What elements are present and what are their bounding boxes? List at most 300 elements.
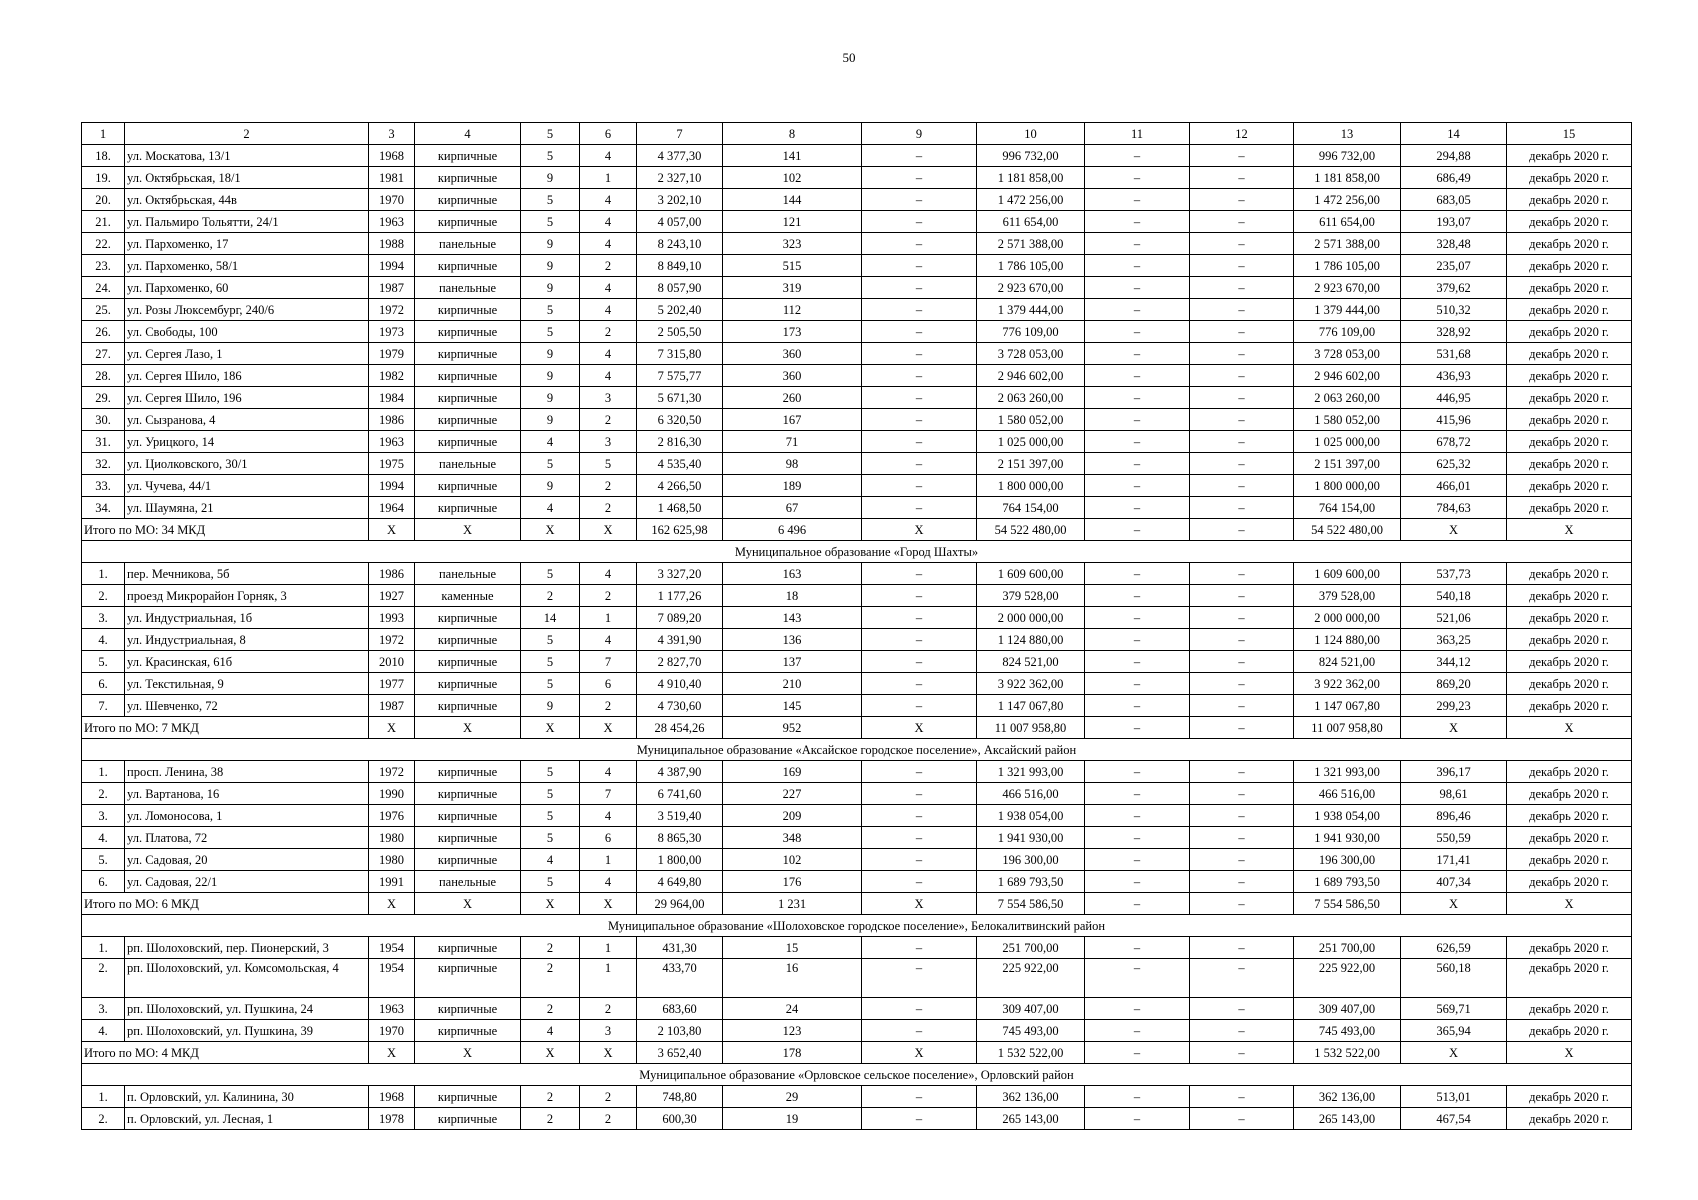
table-cell: – <box>862 475 977 497</box>
table-cell: кирпичные <box>415 827 521 849</box>
table-cell: – <box>1190 1086 1294 1108</box>
table-cell: 4 <box>580 563 637 585</box>
table-cell: – <box>1085 233 1190 255</box>
table-cell: 4. <box>82 827 125 849</box>
total-cell: X <box>415 519 521 541</box>
table-cell: – <box>1190 475 1294 497</box>
address-cell: п. Орловский, ул. Лесная, 1 <box>125 1108 369 1130</box>
table-cell: 550,59 <box>1401 827 1507 849</box>
table-cell: 1 379 444,00 <box>977 299 1085 321</box>
table-row <box>82 695 1632 717</box>
table-cell: 2 151 397,00 <box>977 453 1085 475</box>
table-cell: кирпичные <box>415 409 521 431</box>
total-cell: – <box>1190 893 1294 915</box>
total-cell: – <box>1085 1042 1190 1064</box>
table-cell: – <box>862 563 977 585</box>
table-cell: 2 <box>580 998 637 1020</box>
table-cell: 824 521,00 <box>977 651 1085 673</box>
table-cell: 210 <box>723 673 862 695</box>
table-cell: 2 <box>580 255 637 277</box>
table-cell: 5 202,40 <box>637 299 723 321</box>
table-cell: 121 <box>723 211 862 233</box>
table-cell: 2 <box>521 959 580 998</box>
table-cell: 143 <box>723 607 862 629</box>
table-cell: декабрь 2020 г. <box>1507 365 1632 387</box>
table-cell: 2 <box>580 695 637 717</box>
table-cell: – <box>1190 871 1294 893</box>
table-cell: 5 <box>521 299 580 321</box>
address-cell: ул. Садовая, 22/1 <box>125 871 369 893</box>
table-row <box>82 453 1632 475</box>
table-cell: 235,07 <box>1401 255 1507 277</box>
table-cell: 1 <box>580 849 637 871</box>
table-cell: 611 654,00 <box>1294 211 1401 233</box>
table-cell: 4 <box>580 871 637 893</box>
total-cell: X <box>521 717 580 739</box>
total-cell: 11 007 958,80 <box>1294 717 1401 739</box>
table-row <box>82 299 1632 321</box>
table-cell: – <box>1085 321 1190 343</box>
table-cell: кирпичные <box>415 145 521 167</box>
column-number-cell: 6 <box>580 123 637 145</box>
table-cell: 145 <box>723 695 862 717</box>
table-cell: – <box>1085 673 1190 695</box>
table-cell: 2 923 670,00 <box>977 277 1085 299</box>
total-cell: X <box>1507 519 1632 541</box>
table-cell: 4 <box>580 233 637 255</box>
column-number-cell: 15 <box>1507 123 1632 145</box>
total-cell: – <box>1190 1042 1294 1064</box>
table-cell: 8 057,90 <box>637 277 723 299</box>
column-number-cell: 2 <box>125 123 369 145</box>
table-cell: 176 <box>723 871 862 893</box>
address-cell: ул. Садовая, 20 <box>125 849 369 871</box>
address-cell: ул. Шаумяна, 21 <box>125 497 369 519</box>
table-cell: – <box>862 761 977 783</box>
table-cell: – <box>1190 849 1294 871</box>
total-cell: X <box>1507 893 1632 915</box>
table-row <box>82 998 1632 1020</box>
table-cell: 1 938 054,00 <box>1294 805 1401 827</box>
total-cell: X <box>580 717 637 739</box>
table-cell: 1993 <box>369 607 415 629</box>
table-cell: – <box>862 607 977 629</box>
table-cell: 537,73 <box>1401 563 1507 585</box>
table-cell: 1927 <box>369 585 415 607</box>
address-cell: ул. Шевченко, 72 <box>125 695 369 717</box>
table-cell: 4 <box>580 277 637 299</box>
table-cell: – <box>1085 761 1190 783</box>
table-cell: 6 <box>580 827 637 849</box>
total-cell: 54 522 480,00 <box>977 519 1085 541</box>
total-cell: X <box>521 1042 580 1064</box>
table-cell: – <box>1085 937 1190 959</box>
address-cell: ул. Урицкого, 14 <box>125 431 369 453</box>
table-cell: 1975 <box>369 453 415 475</box>
table-cell: кирпичные <box>415 761 521 783</box>
table-cell: 5 <box>521 805 580 827</box>
table-cell: декабрь 2020 г. <box>1507 145 1632 167</box>
address-cell: ул. Платова, 72 <box>125 827 369 849</box>
total-row <box>82 519 1632 541</box>
table-cell: – <box>1190 189 1294 211</box>
address-cell: ул. Вартанова, 16 <box>125 783 369 805</box>
total-label-cell: Итого по МО: 34 МКД <box>82 519 369 541</box>
table-cell: кирпичные <box>415 343 521 365</box>
table-cell: 251 700,00 <box>1294 937 1401 959</box>
address-cell: ул. Сергея Шило, 186 <box>125 365 369 387</box>
total-cell: 162 625,98 <box>637 519 723 541</box>
table-cell: – <box>862 145 977 167</box>
table-cell: 748,80 <box>637 1086 723 1108</box>
table-cell: каменные <box>415 585 521 607</box>
table-cell: 379,62 <box>1401 277 1507 299</box>
table-cell: – <box>862 497 977 519</box>
table-cell: 137 <box>723 651 862 673</box>
total-cell: X <box>862 519 977 541</box>
table-cell: 265 143,00 <box>1294 1108 1401 1130</box>
table-row <box>82 783 1632 805</box>
table-cell: 1982 <box>369 365 415 387</box>
table-cell: 5 <box>521 563 580 585</box>
table-cell: 1980 <box>369 827 415 849</box>
table-cell: – <box>1190 937 1294 959</box>
table-cell: 319 <box>723 277 862 299</box>
table-cell: декабрь 2020 г. <box>1507 497 1632 519</box>
address-cell: ул. Ломоносова, 1 <box>125 805 369 827</box>
table-cell: 21. <box>82 211 125 233</box>
table-cell: – <box>1085 145 1190 167</box>
table-cell: 415,96 <box>1401 409 1507 431</box>
table-cell: – <box>1085 387 1190 409</box>
table-cell: 4 <box>580 365 637 387</box>
table-cell: – <box>1190 805 1294 827</box>
table-cell: панельные <box>415 233 521 255</box>
table-cell: 1 147 067,80 <box>1294 695 1401 717</box>
table-cell: 1 938 054,00 <box>977 805 1085 827</box>
table-cell: 9 <box>521 409 580 431</box>
table-cell: 173 <box>723 321 862 343</box>
table-cell: 360 <box>723 343 862 365</box>
table-cell: 362 136,00 <box>1294 1086 1401 1108</box>
table-cell: 626,59 <box>1401 937 1507 959</box>
total-cell: X <box>580 893 637 915</box>
table-row <box>82 849 1632 871</box>
table-cell: 112 <box>723 299 862 321</box>
table-cell: 171,41 <box>1401 849 1507 871</box>
table-cell: 1 177,26 <box>637 585 723 607</box>
table-cell: – <box>1085 475 1190 497</box>
table-cell: 5 671,30 <box>637 387 723 409</box>
table-cell: 1954 <box>369 959 415 998</box>
table-row <box>82 277 1632 299</box>
table-cell: 1979 <box>369 343 415 365</box>
table-cell: 2 <box>580 409 637 431</box>
table-cell: 5. <box>82 849 125 871</box>
address-cell: п. Орловский, ул. Калинина, 30 <box>125 1086 369 1108</box>
table-cell: 5 <box>521 629 580 651</box>
table-cell: – <box>1190 453 1294 475</box>
table-cell: кирпичные <box>415 475 521 497</box>
table-cell: 144 <box>723 189 862 211</box>
column-number-cell: 13 <box>1294 123 1401 145</box>
table-cell: 764 154,00 <box>977 497 1085 519</box>
table-row <box>82 563 1632 585</box>
table-cell: кирпичные <box>415 673 521 695</box>
table-cell: 1986 <box>369 409 415 431</box>
table-cell: 2 063 260,00 <box>977 387 1085 409</box>
table-cell: – <box>1190 409 1294 431</box>
table-cell: декабрь 2020 г. <box>1507 629 1632 651</box>
table-cell: 14 <box>521 607 580 629</box>
table-cell: 560,18 <box>1401 959 1507 998</box>
table-cell: декабрь 2020 г. <box>1507 651 1632 673</box>
address-cell: ул. Сызранова, 4 <box>125 409 369 431</box>
table-cell: – <box>1190 343 1294 365</box>
total-cell: 7 554 586,50 <box>977 893 1085 915</box>
table-cell: 4 <box>580 145 637 167</box>
table-cell: – <box>862 695 977 717</box>
table-cell: 1 <box>580 937 637 959</box>
table-cell: 163 <box>723 563 862 585</box>
table-cell: 1988 <box>369 233 415 255</box>
table-cell: – <box>1085 871 1190 893</box>
table-cell: 436,93 <box>1401 365 1507 387</box>
total-cell: 6 496 <box>723 519 862 541</box>
table-cell: 1976 <box>369 805 415 827</box>
table-cell: – <box>1190 1108 1294 1130</box>
table-cell: декабрь 2020 г. <box>1507 673 1632 695</box>
address-cell: ул. Пальмиро Тольятти, 24/1 <box>125 211 369 233</box>
section-header-row <box>82 739 1632 761</box>
address-cell: рп. Шолоховский, ул. Пушкина, 39 <box>125 1020 369 1042</box>
table-cell: 1 181 858,00 <box>977 167 1085 189</box>
data-table <box>81 122 1632 1130</box>
table-cell: кирпичные <box>415 607 521 629</box>
table-cell: 531,68 <box>1401 343 1507 365</box>
table-cell: 4 <box>521 849 580 871</box>
table-cell: 1 <box>580 959 637 998</box>
table-cell: декабрь 2020 г. <box>1507 409 1632 431</box>
table-row <box>82 673 1632 695</box>
table-cell: 784,63 <box>1401 497 1507 519</box>
table-cell: 2 923 670,00 <box>1294 277 1401 299</box>
table-cell: – <box>1190 673 1294 695</box>
table-cell: – <box>1190 783 1294 805</box>
table-cell: 1981 <box>369 167 415 189</box>
table-cell: 1987 <box>369 695 415 717</box>
table-cell: 1963 <box>369 998 415 1020</box>
table-cell: 4 <box>580 299 637 321</box>
table-cell: – <box>1190 211 1294 233</box>
address-cell: проезд Микрорайон Горняк, 3 <box>125 585 369 607</box>
table-row <box>82 365 1632 387</box>
table-cell: – <box>1085 629 1190 651</box>
total-cell: 1 532 522,00 <box>1294 1042 1401 1064</box>
table-cell: 4. <box>82 1020 125 1042</box>
table-cell: – <box>1085 189 1190 211</box>
table-cell: – <box>1085 849 1190 871</box>
address-cell: ул. Пархоменко, 17 <box>125 233 369 255</box>
total-cell: 7 554 586,50 <box>1294 893 1401 915</box>
table-cell: 3 <box>580 431 637 453</box>
table-cell: 6 741,60 <box>637 783 723 805</box>
table-cell: 1 941 930,00 <box>977 827 1085 849</box>
table-cell: – <box>862 827 977 849</box>
table-cell: 2 571 388,00 <box>1294 233 1401 255</box>
table-cell: 1 689 793,50 <box>977 871 1085 893</box>
table-cell: 5 <box>521 321 580 343</box>
table-cell: – <box>1190 827 1294 849</box>
table-row <box>82 255 1632 277</box>
table-cell: 189 <box>723 475 862 497</box>
table-row <box>82 1108 1632 1130</box>
address-cell: ул. Индустриальная, 8 <box>125 629 369 651</box>
table-cell: 1 472 256,00 <box>977 189 1085 211</box>
total-cell: X <box>1507 717 1632 739</box>
table-cell: 196 300,00 <box>977 849 1085 871</box>
table-row <box>82 1086 1632 1108</box>
table-cell: – <box>1190 277 1294 299</box>
total-cell: 178 <box>723 1042 862 1064</box>
table-cell: 71 <box>723 431 862 453</box>
table-cell: – <box>862 431 977 453</box>
table-cell: 1. <box>82 937 125 959</box>
table-cell: 1 941 930,00 <box>1294 827 1401 849</box>
table-cell: 3 728 053,00 <box>1294 343 1401 365</box>
table-cell: 2 <box>580 1108 637 1130</box>
table-cell: декабрь 2020 г. <box>1507 299 1632 321</box>
table-cell: 433,70 <box>637 959 723 998</box>
total-row <box>82 717 1632 739</box>
section-header-cell: Муниципальное образование «Город Шахты» <box>82 541 1632 563</box>
table-cell: 2 327,10 <box>637 167 723 189</box>
table-cell: 2 151 397,00 <box>1294 453 1401 475</box>
table-cell: декабрь 2020 г. <box>1507 783 1632 805</box>
table-cell: 6. <box>82 871 125 893</box>
total-cell: – <box>1085 717 1190 739</box>
table-cell: – <box>1085 651 1190 673</box>
table-cell: 678,72 <box>1401 431 1507 453</box>
address-cell: ул. Циолковского, 30/1 <box>125 453 369 475</box>
column-number-cell: 10 <box>977 123 1085 145</box>
table-cell: 1 786 105,00 <box>977 255 1085 277</box>
total-cell: X <box>1401 1042 1507 1064</box>
table-cell: 67 <box>723 497 862 519</box>
table-cell: 9 <box>521 233 580 255</box>
table-cell: 1 124 880,00 <box>1294 629 1401 651</box>
table-cell: кирпичные <box>415 849 521 871</box>
table-cell: 365,94 <box>1401 1020 1507 1042</box>
table-cell: 27. <box>82 343 125 365</box>
table-cell: – <box>1190 299 1294 321</box>
table-cell: – <box>1085 211 1190 233</box>
table-cell: 431,30 <box>637 937 723 959</box>
table-cell: 309 407,00 <box>1294 998 1401 1020</box>
table-cell: 328,92 <box>1401 321 1507 343</box>
table-cell: – <box>862 998 977 1020</box>
table-cell: 4 057,00 <box>637 211 723 233</box>
table-cell: 169 <box>723 761 862 783</box>
table-cell: 2 103,80 <box>637 1020 723 1042</box>
section-header-cell: Муниципальное образование «Шолоховское городское поселение», Белокалитвинский район <box>82 915 1632 937</box>
table-cell: 123 <box>723 1020 862 1042</box>
table-cell: 136 <box>723 629 862 651</box>
table-cell: 5 <box>521 145 580 167</box>
table-cell: кирпичные <box>415 651 521 673</box>
table-cell: кирпичные <box>415 431 521 453</box>
table-cell: 9 <box>521 277 580 299</box>
table-cell: 7. <box>82 695 125 717</box>
table-cell: панельные <box>415 453 521 475</box>
table-cell: – <box>1085 783 1190 805</box>
table-row <box>82 1020 1632 1042</box>
table-cell: 5 <box>521 871 580 893</box>
section-header-row <box>82 915 1632 937</box>
table-cell: 98,61 <box>1401 783 1507 805</box>
table-cell: – <box>862 387 977 409</box>
table-cell: декабрь 2020 г. <box>1507 211 1632 233</box>
table-cell: 19. <box>82 167 125 189</box>
table-cell: 1 580 052,00 <box>1294 409 1401 431</box>
table-cell: 4 <box>580 343 637 365</box>
table-cell: 19 <box>723 1108 862 1130</box>
table-cell: – <box>1190 387 1294 409</box>
table-cell: 2 <box>580 1086 637 1108</box>
table-cell: 4 391,90 <box>637 629 723 651</box>
address-cell: ул. Красинская, 61б <box>125 651 369 673</box>
table-cell: 2 505,50 <box>637 321 723 343</box>
table-cell: 513,01 <box>1401 1086 1507 1108</box>
table-cell: кирпичные <box>415 1086 521 1108</box>
total-cell: – <box>1190 519 1294 541</box>
table-cell: – <box>1085 343 1190 365</box>
table-cell: – <box>1085 453 1190 475</box>
total-cell: X <box>369 717 415 739</box>
table-cell: 5 <box>521 651 580 673</box>
total-label-cell: Итого по МО: 6 МКД <box>82 893 369 915</box>
table-row <box>82 585 1632 607</box>
table-cell: – <box>1190 233 1294 255</box>
table-cell: 2 <box>580 475 637 497</box>
table-cell: 1994 <box>369 255 415 277</box>
page-number: 50 <box>842 50 856 65</box>
table-cell: 5 <box>521 761 580 783</box>
table-cell: декабрь 2020 г. <box>1507 563 1632 585</box>
table-cell: 1 580 052,00 <box>977 409 1085 431</box>
table-cell: 141 <box>723 145 862 167</box>
address-cell: ул. Москатова, 13/1 <box>125 145 369 167</box>
table-cell: – <box>862 629 977 651</box>
table-cell: декабрь 2020 г. <box>1507 585 1632 607</box>
address-cell: ул. Сергея Лазо, 1 <box>125 343 369 365</box>
table-cell: 1963 <box>369 211 415 233</box>
table-cell: панельные <box>415 277 521 299</box>
table-cell: – <box>862 167 977 189</box>
table-cell: панельные <box>415 871 521 893</box>
table-cell: 745 493,00 <box>977 1020 1085 1042</box>
table-cell: 5. <box>82 651 125 673</box>
table-cell: 167 <box>723 409 862 431</box>
table-cell: 4 <box>521 1020 580 1042</box>
table-cell: 2 571 388,00 <box>977 233 1085 255</box>
table-cell: – <box>1085 167 1190 189</box>
table-cell: 9 <box>521 255 580 277</box>
column-number-cell: 11 <box>1085 123 1190 145</box>
table-cell: 521,06 <box>1401 607 1507 629</box>
table-cell: 15 <box>723 937 862 959</box>
table-cell: 4 <box>580 211 637 233</box>
